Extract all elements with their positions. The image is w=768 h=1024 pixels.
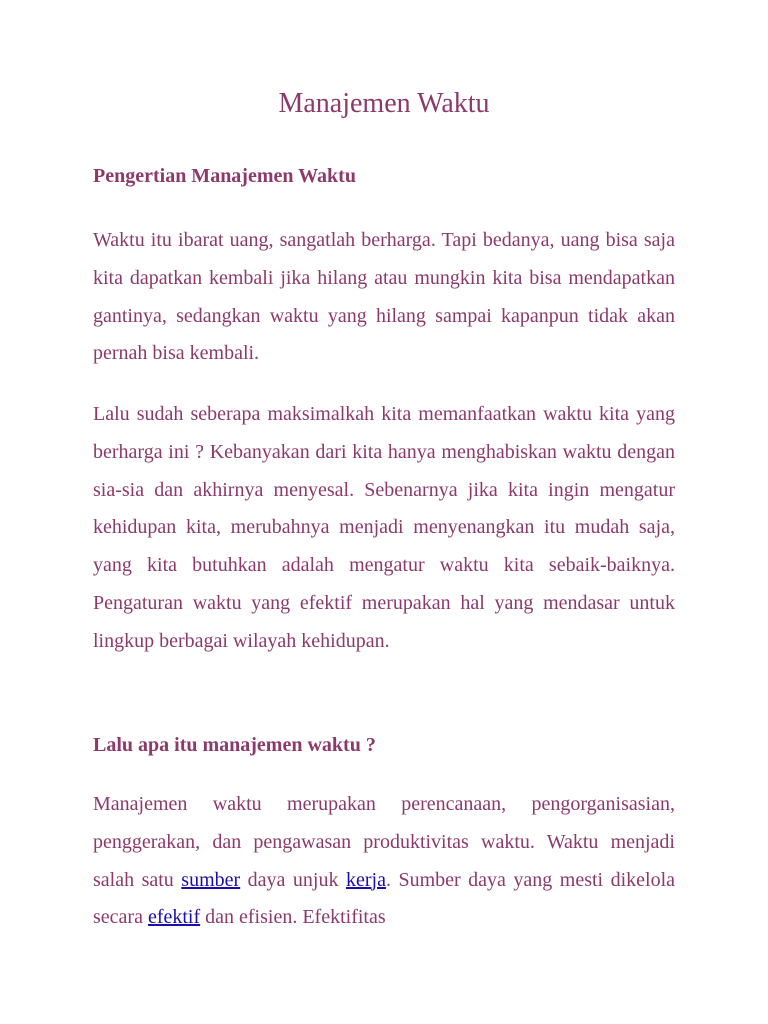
section-heading-apa-itu: Lalu apa itu manajemen waktu ? (93, 734, 376, 756)
paragraph-3-text-d: dan efisien. Efektifitas (200, 906, 386, 929)
paragraph-3-text-a: Manajemen waktu merupakan perencanaan, pengorganisasian, penggerakan, dan pengawasan produktivitas waktu. Waktu menjadi salah satu (93, 793, 675, 891)
section-heading-pengertian: Pengertian Manajemen Waktu (93, 165, 356, 187)
link-efektif[interactable]: efektif (147, 906, 201, 929)
link-sumber[interactable]: sumber (181, 868, 241, 891)
paragraph-3-text-b: daya unjuk (240, 868, 346, 891)
paragraph-2: Lalu sudah seberapa maksimalkah kita memanfaatkan waktu kita yang berharga ini ? Kebanyakan dari kita hanya menghabiskan waktu dengan sia-sia dan akhirnya menyesal. Sebenarnya jika kita ingin mengatur kehidupan kita, merubahnya menjadi menyenangkan itu mudah saja, yang kita butuhkan adalah mengatur waktu kita sebaik-baiknya. Pengaturan waktu yang efektif merupakan hal yang mendasar untuk lingkup berbagai wilayah kehidupan. (93, 403, 675, 652)
paragraph-3-text-c: . Sumber daya yang mesti dikelola secara (93, 868, 675, 929)
paragraph-3 (93, 786, 675, 937)
document-title: Manajemen Waktu (278, 88, 490, 119)
paragraph-1: Waktu itu ibarat uang, sangatlah berharga. Tapi bedanya, uang bisa saja kita dapatkan kembali jika hilang atau mungkin kita bisa mendapatkan gantinya, sedangkan waktu yang hilang sampai kapanpun tidak akan pernah bisa kembali. (93, 229, 675, 365)
link-kerja[interactable]: kerja (345, 868, 386, 891)
